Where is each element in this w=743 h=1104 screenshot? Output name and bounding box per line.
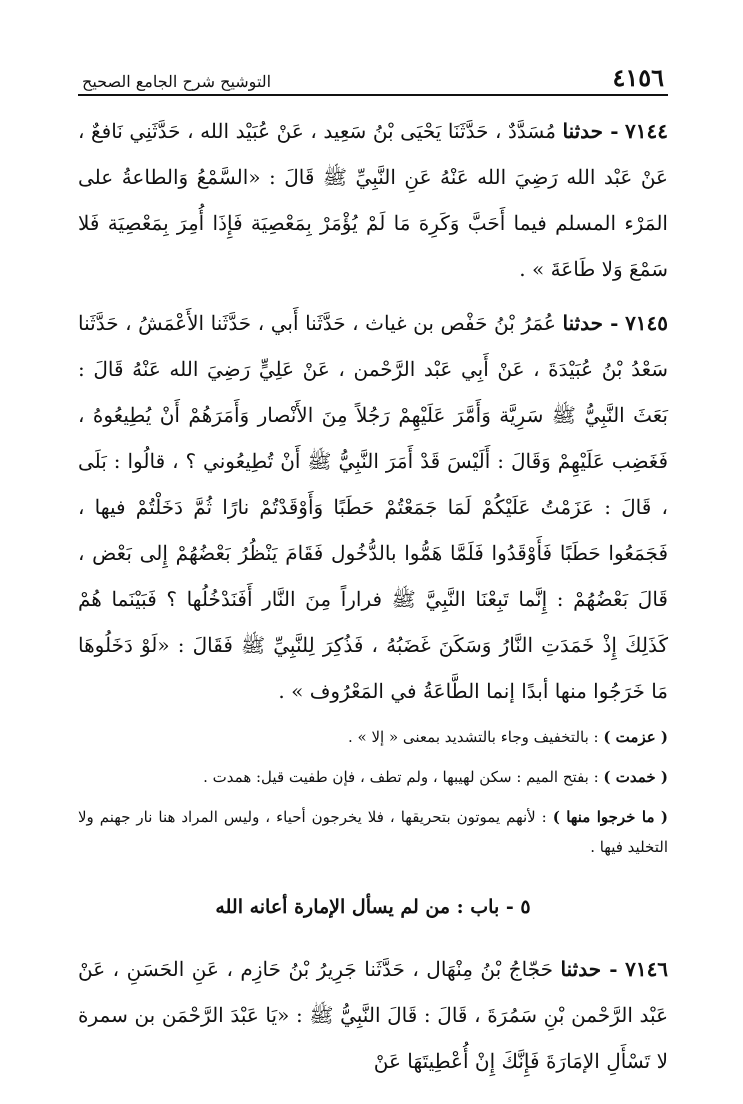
hadith-number: ٧١٤٥ (625, 311, 669, 335)
gloss-text: : بفتح الميم : سكن لهيبها ، ولم تطف ، فإن طفيت قيل: همدت . (203, 768, 604, 786)
hadith-number: ٧١٤٦ (625, 957, 669, 981)
document-page (78, 56, 668, 1092)
page-header (78, 56, 668, 96)
hadith-lead: حدثنا (560, 957, 602, 981)
gloss-ma-kharaju (78, 802, 668, 862)
page-number: ٤١٥٦ (612, 63, 664, 92)
hadith-number: ٧١٤٤ (625, 119, 669, 143)
hadith-lead: حدثنا (562, 311, 604, 335)
gloss-khamadat (78, 762, 668, 792)
gloss-term: ( ما خرجوا منها ) (552, 808, 668, 826)
hadith-7146: ٧١٤٦ - حدثنا حَجّاجُ بْنُ مِنْهَال ، حَدَّثَنا جَرِيرُ بْنُ حَازِم ، عَنِ الحَسَنِ ، عَنْ عَبْد الرَّحْمن بْنِ سَمُرَةَ ، قَالَ : قَالَ النَّبِيُّ ﷺ : «يَا عَبْدَ الرَّحْمَن بن سمرة لا تَسْأَلِ الإمَارَةَ فَإِنَّكَ إِنْ أُعْطِيتَهَا عَنْ (78, 957, 669, 1073)
hadith-7145: ٧١٤٥ - حدثنا عُمَرُ بْنُ حَفْص بن غياث ، حَدَّثَنا أَبي ، حَدَّثَنا الأَعْمَشُ ، حَدَّثَنا سَعْدُ بْنُ عُبَيْدَةَ ، عَنْ أَبِي عَبْد الرَّحْمن ، عَنْ عَلِيٍّ رَضِيَ الله عَنْهُ قَالَ : بَعَثَ النَّبِيُّ ﷺ سَرِيَّة وَأَمَّرَ عَلَيْهِمْ رَجُلاً مِنَ الأَنْصار وَأَمَرَهُمْ أَنْ يُطِيعُوهُ ، فَغَضِب عَلَيْهِمْ وَقَالَ : أَلَيْسَ قَدْ أَمَرَ النَّبِيُّ ﷺ أَنْ تُطِيعُوني ؟ ، قالُوا : بَلَى ، قَالَ : عَزَمْتُ عَلَيْكُمْ لَمَا جَمَعْتُمْ حَطَبًا وَأَوْقَدْتُمْ نارًا ثُمَّ دَخَلْتُمْ فيها ، فَجَمَعُوا حَطَبًا فَأَوْقَدُوا فَلَمَّا هَمُّوا بالدُّخُول فَقَامَ يَنْظُرُ بَعْضُهُمْ إِلى بَعْض ، قَالَ بَعْضُهُمْ : إِنَّما تَبِعْنَا النَّبِيَّ ﷺ فراراً مِنَ النَّار أَفَنَدْخُلُها ؟ فَبَيْنَما هُمْ كَذَلِكَ إِذْ خَمَدَتِ النَّارُ وَسَكَنَ غَضَبُهُ ، فَذُكِرَ لِلنَّبِيِّ ﷺ فَقَالَ : «لَوْ دَخَلُوهَا مَا خَرَجُوا منها أبدًا إنما الطَّاعَةُ في المَعْرُوف » . (78, 311, 669, 703)
hadith-text: عُمَرُ بْنُ حَفْص بن غياث ، حَدَّثَنا أَبي ، حَدَّثَنا الأَعْمَشُ ، حَدَّثَنا سَعْدُ بْنُ عُبَيْدَةَ ، عَنْ أَبِي عَبْد الرَّحْمن ، عَنْ عَلِيٍّ رَضِيَ الله عَنْهُ قَالَ : بَعَثَ النَّبِيُّ ﷺ سَرِيَّة وَأَمَّرَ عَلَيْهِمْ رَجُلاً مِنَ الأَنْصار وَأَمَرَهُمْ أَنْ يُطِيعُوهُ ، فَغَضِب عَلَيْهِمْ وَقَالَ : أَلَيْسَ قَدْ أَمَرَ النَّبِيُّ ﷺ أَنْ تُطِيعُوني ؟ ، قالُوا : بَلَى ، قَالَ : عَزَمْتُ عَلَيْكُمْ لَمَا جَمَعْتُمْ حَطَبًا وَأَوْقَدْتُمْ نارًا ثُمَّ دَخَلْتُمْ فيها ، فَجَمَعُوا حَطَبًا فَأَوْقَدُوا فَلَمَّا هَمُّوا بالدُّخُول فَقَامَ يَنْظُرُ بَعْضُهُمْ إِلى بَعْض ، قَالَ بَعْضُهُمْ : إِنَّما تَبِعْنَا النَّبِيَّ ﷺ فراراً مِنَ النَّار أَفَنَدْخُلُها ؟ فَبَيْنَما هُمْ كَذَلِكَ إِذْ خَمَدَتِ النَّارُ وَسَكَنَ غَضَبُهُ ، فَذُكِرَ لِلنَّبِيِّ ﷺ فَقَالَ : «لَوْ دَخَلُوهَا مَا خَرَجُوا منها أبدًا إنما الطَّاعَةُ في المَعْرُوف » . (78, 311, 668, 703)
chapter-heading: ٥ - باب : من لم يسأل الإمارة أعانه الله (215, 896, 531, 918)
hadith-text: حَجّاجُ بْنُ مِنْهَال ، حَدَّثَنا جَرِيرُ بْنُ حَازِم ، عَنِ الحَسَنِ ، عَنْ عَبْد الرَّحْمن بْنِ سَمُرَةَ ، قَالَ : قَالَ النَّبِيُّ ﷺ : «يَا عَبْدَ الرَّحْمَن بن سمرة لا تَسْأَلِ الإمَارَةَ فَإِنَّكَ إِنْ أُعْطِيتَهَا عَنْ (78, 957, 668, 1073)
gloss-term: ( خمدت ) (603, 768, 668, 786)
running-title: التوشيح شرح الجامع الصحيح (82, 72, 272, 91)
gloss-text: : لأنهم يموتون بتحريقها ، فلا يخرجون أحياء ، وليس المراد هنا نار جهنم ولا التخليد فيها . (78, 808, 668, 856)
hadith-text: مُسَدَّدٌ ، حَدَّثَنَا يَحْيَى بْنُ سَعِيد ، عَنْ عُبَيْد الله ، حَدَّثَنِي نَافعٌ ، عَنْ عَبْد الله رَضِيَ الله عَنْهُ عَنِ النَّبِيِّ ﷺ قَالَ : «السَّمْعُ وَالطاعةُ على المَرْء المسلم فيما أَحَبَّ وَكَرِهَ مَا لَمْ يُؤْمَرْ بِمَعْصِيَة فَإِذَا أُمِرَ بِمَعْصِيَة فَلا سَمْعَ وَلا طَاعَةَ » . (78, 119, 668, 281)
gloss-azamtu (78, 722, 668, 752)
gloss-text: : بالتخفيف وجاء بالتشديد بمعنى « إلا » . (347, 728, 604, 746)
gloss-term: ( عزمت ) (603, 728, 668, 746)
hadith-7144: ٧١٤٤ - حدثنا مُسَدَّدٌ ، حَدَّثَنَا يَحْيَى بْنُ سَعِيد ، عَنْ عُبَيْد الله ، حَدَّثَنِي نَافعٌ ، عَنْ عَبْد الله رَضِيَ الله عَنْهُ عَنِ النَّبِيِّ ﷺ قَالَ : «السَّمْعُ وَالطاعةُ على المَرْء المسلم فيما أَحَبَّ وَكَرِهَ مَا لَمْ يُؤْمَرْ بِمَعْصِيَة فَإِذَا أُمِرَ بِمَعْصِيَة فَلا سَمْعَ وَلا طَاعَةَ » . (78, 119, 669, 281)
page-body (78, 108, 668, 1084)
hadith-lead: حدثنا (562, 119, 604, 143)
